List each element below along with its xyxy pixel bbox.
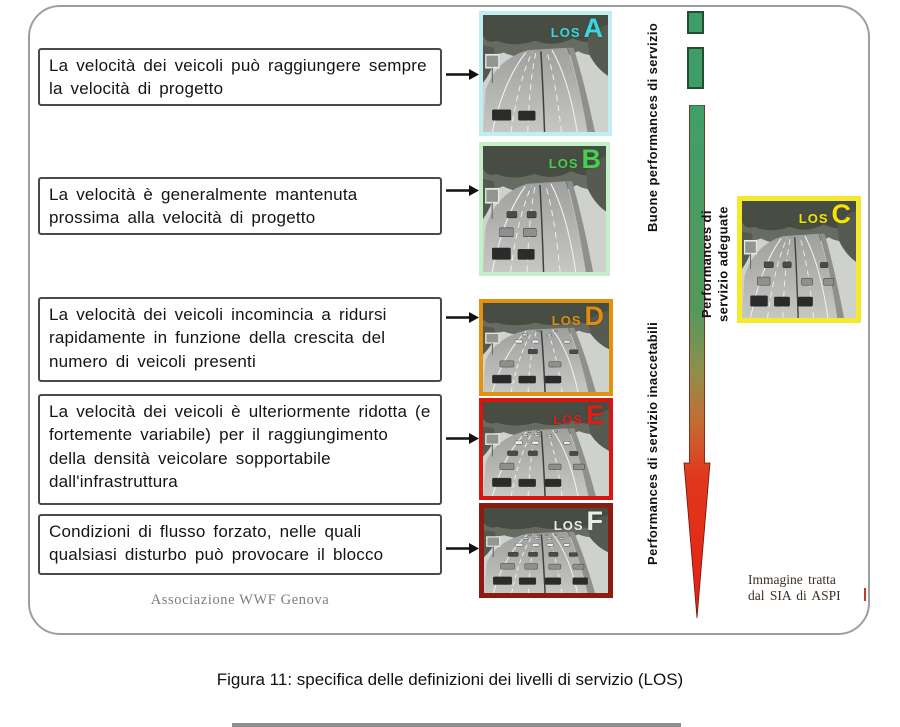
axis-label-good-performance: Buone performances di servizio: [645, 22, 660, 232]
adequate-line2: servizio adeguate: [715, 206, 731, 322]
los-b-label: LOS B: [548, 144, 601, 174]
arrow-icon: [446, 542, 479, 555]
los-f-photo: [479, 503, 613, 598]
los-a-label: LOS A: [550, 13, 603, 43]
los-c-label: LOS C: [798, 199, 851, 229]
source-line2: dal SIA di ASPI: [748, 588, 841, 604]
cropped-element-edge: [232, 723, 681, 727]
association-credit: Associazione WWF Genova: [150, 592, 330, 608]
axis-label-unacceptable-performance: Performances di servizio inaccetabili: [645, 321, 660, 565]
arrow-icon: [446, 432, 479, 445]
definition-box-los-a: La velocità dei veicoli può raggiungere sempre la velocità di progetto: [38, 48, 442, 106]
los-d-label: LOS D: [551, 301, 604, 331]
definition-box-los-b: La velocità è generalmente mantenuta prossima alla velocità di progetto: [38, 177, 442, 235]
performance-gradient-arrow: [683, 105, 711, 620]
los-f-label: LOS F: [553, 506, 603, 536]
performance-segment-second: [687, 47, 704, 89]
image-source-credit: [748, 572, 856, 604]
definition-box-los-d: La velocità dei veicoli incomincia a ridursi rapidamente in funzione della crescita del numero di veicoli presenti: [38, 297, 442, 382]
definition-box-los-f: Condizioni di flusso forzato, nelle quali qualsiasi disturbo può provocare il blocco: [38, 514, 442, 575]
source-line1: Immagine tratta: [748, 572, 836, 587]
los-a-photo: [479, 11, 612, 136]
los-d-photo: [479, 299, 613, 396]
los-c-photo: [737, 196, 861, 323]
los-e-photo: [479, 398, 613, 500]
arrow-icon: [446, 184, 479, 197]
arrow-icon: [446, 68, 479, 81]
figure-caption: Figura 11: specifica delle definizioni dei livelli di servizio (LOS): [216, 670, 684, 689]
los-e-label: LOS E: [553, 400, 604, 430]
performance-segment-top: [687, 11, 704, 34]
arrow-icon: [446, 311, 479, 324]
adequate-line1: Performances di: [699, 210, 714, 318]
axis-label-adequate-performance: [699, 192, 737, 336]
los-b-photo: [479, 142, 610, 276]
definition-box-los-e: La velocità dei veicoli è ulteriormente ridotta (e fortemente variabile) per il raggiungimento della densità veicolare sopportabile dall'infrastruttura: [38, 394, 442, 505]
red-mark-artifact: [864, 588, 866, 601]
